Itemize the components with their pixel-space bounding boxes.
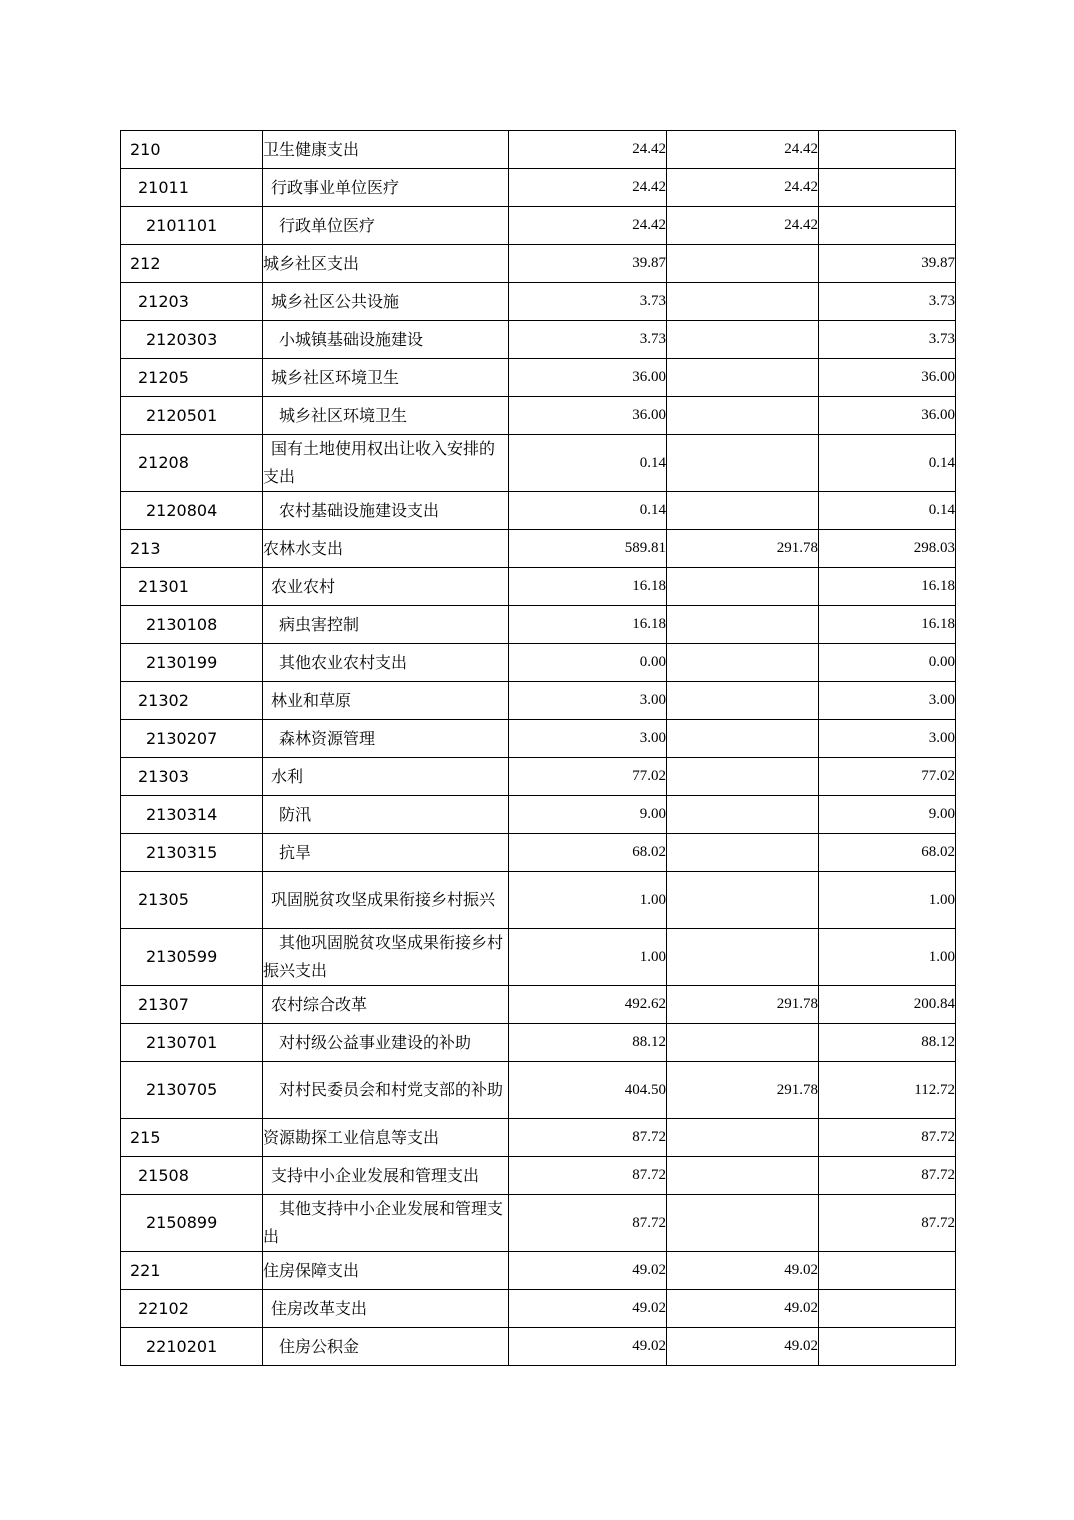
total-amount-cell: 36.00 [509, 359, 667, 397]
subject-name-cell: 对村级公益事业建设的补助 [263, 1024, 509, 1062]
subject-name-cell: 抗旱 [263, 834, 509, 872]
subject-code-cell: 213 [121, 530, 263, 568]
subject-code-cell: 21208 [121, 435, 263, 492]
subject-code-cell: 2130314 [121, 796, 263, 834]
basic-expenditure-cell [667, 1119, 819, 1157]
table-row [121, 720, 956, 758]
subject-code-cell: 21305 [121, 872, 263, 929]
subject-code-cell: 21011 [121, 169, 263, 207]
total-amount-cell: 16.18 [509, 606, 667, 644]
expenditure-table [120, 130, 956, 1366]
table-row [121, 606, 956, 644]
total-amount-cell: 88.12 [509, 1024, 667, 1062]
table-row [121, 929, 956, 986]
total-amount-cell: 0.00 [509, 644, 667, 682]
project-expenditure-cell: 68.02 [819, 834, 956, 872]
table-row [121, 245, 956, 283]
subject-code-cell: 21508 [121, 1157, 263, 1195]
total-amount-cell: 87.72 [509, 1195, 667, 1252]
basic-expenditure-cell [667, 321, 819, 359]
subject-name-cell: 小城镇基础设施建设 [263, 321, 509, 359]
subject-code-cell: 221 [121, 1252, 263, 1290]
basic-expenditure-cell: 291.78 [667, 1062, 819, 1119]
subject-name-cell: 资源勘探工业信息等支出 [263, 1119, 509, 1157]
total-amount-cell: 36.00 [509, 397, 667, 435]
basic-expenditure-cell [667, 720, 819, 758]
table-row [121, 359, 956, 397]
table-row [121, 530, 956, 568]
table-row [121, 986, 956, 1024]
project-expenditure-cell [819, 1252, 956, 1290]
subject-code-cell: 21203 [121, 283, 263, 321]
total-amount-cell: 39.87 [509, 245, 667, 283]
subject-name-cell: 农业农村 [263, 568, 509, 606]
total-amount-cell: 589.81 [509, 530, 667, 568]
subject-name-cell: 住房保障支出 [263, 1252, 509, 1290]
subject-code-cell: 210 [121, 131, 263, 169]
project-expenditure-cell: 9.00 [819, 796, 956, 834]
subject-name-cell: 城乡社区环境卫生 [263, 397, 509, 435]
basic-expenditure-cell: 24.42 [667, 131, 819, 169]
total-amount-cell: 49.02 [509, 1252, 667, 1290]
basic-expenditure-cell: 291.78 [667, 530, 819, 568]
table-row [121, 207, 956, 245]
table-row [121, 283, 956, 321]
total-amount-cell: 87.72 [509, 1119, 667, 1157]
basic-expenditure-cell [667, 1195, 819, 1252]
project-expenditure-cell: 36.00 [819, 359, 956, 397]
basic-expenditure-cell: 49.02 [667, 1290, 819, 1328]
table-row [121, 131, 956, 169]
subject-code-cell: 21302 [121, 682, 263, 720]
table-row [121, 1157, 956, 1195]
subject-name-cell: 对村民委员会和村党支部的补助 [263, 1062, 509, 1119]
project-expenditure-cell: 1.00 [819, 929, 956, 986]
subject-name-cell: 住房改革支出 [263, 1290, 509, 1328]
basic-expenditure-cell [667, 796, 819, 834]
total-amount-cell: 77.02 [509, 758, 667, 796]
subject-name-cell: 农村基础设施建设支出 [263, 492, 509, 530]
total-amount-cell: 24.42 [509, 169, 667, 207]
table-row [121, 872, 956, 929]
project-expenditure-cell: 77.02 [819, 758, 956, 796]
total-amount-cell: 3.73 [509, 321, 667, 359]
project-expenditure-cell: 0.14 [819, 435, 956, 492]
basic-expenditure-cell [667, 283, 819, 321]
project-expenditure-cell: 0.14 [819, 492, 956, 530]
total-amount-cell: 404.50 [509, 1062, 667, 1119]
project-expenditure-cell: 16.18 [819, 606, 956, 644]
table-row [121, 1119, 956, 1157]
project-expenditure-cell: 87.72 [819, 1157, 956, 1195]
subject-code-cell: 212 [121, 245, 263, 283]
basic-expenditure-cell: 49.02 [667, 1328, 819, 1366]
project-expenditure-cell: 16.18 [819, 568, 956, 606]
subject-name-cell: 支持中小企业发展和管理支出 [263, 1157, 509, 1195]
table-row [121, 1252, 956, 1290]
basic-expenditure-cell [667, 1157, 819, 1195]
basic-expenditure-cell [667, 492, 819, 530]
subject-name-cell: 林业和草原 [263, 682, 509, 720]
basic-expenditure-cell: 49.02 [667, 1252, 819, 1290]
table-row [121, 169, 956, 207]
total-amount-cell: 16.18 [509, 568, 667, 606]
subject-name-cell: 其他巩固脱贫攻坚成果衔接乡村振兴支出 [263, 929, 509, 986]
total-amount-cell: 49.02 [509, 1290, 667, 1328]
table-row [121, 492, 956, 530]
project-expenditure-cell: 87.72 [819, 1195, 956, 1252]
basic-expenditure-cell [667, 644, 819, 682]
total-amount-cell: 9.00 [509, 796, 667, 834]
basic-expenditure-cell [667, 682, 819, 720]
basic-expenditure-cell [667, 758, 819, 796]
project-expenditure-cell: 88.12 [819, 1024, 956, 1062]
project-expenditure-cell: 3.00 [819, 682, 956, 720]
project-expenditure-cell [819, 1290, 956, 1328]
subject-code-cell: 2130599 [121, 929, 263, 986]
basic-expenditure-cell [667, 435, 819, 492]
total-amount-cell: 3.73 [509, 283, 667, 321]
total-amount-cell: 0.14 [509, 435, 667, 492]
project-expenditure-cell: 87.72 [819, 1119, 956, 1157]
subject-name-cell: 行政事业单位医疗 [263, 169, 509, 207]
project-expenditure-cell [819, 207, 956, 245]
total-amount-cell: 3.00 [509, 682, 667, 720]
project-expenditure-cell [819, 1328, 956, 1366]
basic-expenditure-cell [667, 568, 819, 606]
subject-name-cell: 森林资源管理 [263, 720, 509, 758]
table-row [121, 435, 956, 492]
basic-expenditure-cell [667, 245, 819, 283]
subject-name-cell: 卫生健康支出 [263, 131, 509, 169]
subject-code-cell: 2130315 [121, 834, 263, 872]
subject-code-cell: 2130705 [121, 1062, 263, 1119]
subject-name-cell: 其他农业农村支出 [263, 644, 509, 682]
table-row [121, 568, 956, 606]
subject-code-cell: 2120501 [121, 397, 263, 435]
project-expenditure-cell: 36.00 [819, 397, 956, 435]
subject-code-cell: 2130108 [121, 606, 263, 644]
project-expenditure-cell: 3.00 [819, 720, 956, 758]
total-amount-cell: 1.00 [509, 872, 667, 929]
table-row [121, 682, 956, 720]
basic-expenditure-cell: 24.42 [667, 207, 819, 245]
table-row [121, 644, 956, 682]
project-expenditure-cell: 3.73 [819, 321, 956, 359]
subject-name-cell: 水利 [263, 758, 509, 796]
subject-name-cell: 防汛 [263, 796, 509, 834]
subject-name-cell: 住房公积金 [263, 1328, 509, 1366]
project-expenditure-cell: 0.00 [819, 644, 956, 682]
subject-name-cell: 城乡社区环境卫生 [263, 359, 509, 397]
subject-name-cell: 国有土地使用权出让收入安排的支出 [263, 435, 509, 492]
subject-code-cell: 2120804 [121, 492, 263, 530]
basic-expenditure-cell [667, 606, 819, 644]
subject-code-cell: 2120303 [121, 321, 263, 359]
subject-code-cell: 21301 [121, 568, 263, 606]
subject-name-cell: 城乡社区支出 [263, 245, 509, 283]
subject-code-cell: 2130207 [121, 720, 263, 758]
subject-code-cell: 21303 [121, 758, 263, 796]
total-amount-cell: 492.62 [509, 986, 667, 1024]
subject-name-cell: 其他支持中小企业发展和管理支出 [263, 1195, 509, 1252]
basic-expenditure-cell [667, 872, 819, 929]
basic-expenditure-cell: 291.78 [667, 986, 819, 1024]
total-amount-cell: 24.42 [509, 131, 667, 169]
project-expenditure-cell: 112.72 [819, 1062, 956, 1119]
total-amount-cell: 1.00 [509, 929, 667, 986]
total-amount-cell: 0.14 [509, 492, 667, 530]
project-expenditure-cell [819, 131, 956, 169]
subject-name-cell: 城乡社区公共设施 [263, 283, 509, 321]
basic-expenditure-cell [667, 834, 819, 872]
basic-expenditure-cell [667, 397, 819, 435]
table-row [121, 834, 956, 872]
subject-code-cell: 2130199 [121, 644, 263, 682]
table-row [121, 796, 956, 834]
total-amount-cell: 49.02 [509, 1328, 667, 1366]
table-row [121, 1290, 956, 1328]
table-row [121, 1328, 956, 1366]
subject-name-cell: 巩固脱贫攻坚成果衔接乡村振兴 [263, 872, 509, 929]
subject-name-cell: 农村综合改革 [263, 986, 509, 1024]
total-amount-cell: 87.72 [509, 1157, 667, 1195]
total-amount-cell: 3.00 [509, 720, 667, 758]
subject-code-cell: 22102 [121, 1290, 263, 1328]
project-expenditure-cell [819, 169, 956, 207]
subject-code-cell: 2210201 [121, 1328, 263, 1366]
table-row [121, 758, 956, 796]
subject-code-cell: 2130701 [121, 1024, 263, 1062]
project-expenditure-cell: 1.00 [819, 872, 956, 929]
subject-code-cell: 21307 [121, 986, 263, 1024]
project-expenditure-cell: 39.87 [819, 245, 956, 283]
subject-name-cell: 行政单位医疗 [263, 207, 509, 245]
subject-code-cell: 21205 [121, 359, 263, 397]
table-row [121, 1062, 956, 1119]
total-amount-cell: 68.02 [509, 834, 667, 872]
subject-code-cell: 2101101 [121, 207, 263, 245]
table-row [121, 1024, 956, 1062]
basic-expenditure-cell [667, 1024, 819, 1062]
project-expenditure-cell: 3.73 [819, 283, 956, 321]
table-row [121, 321, 956, 359]
subject-code-cell: 2150899 [121, 1195, 263, 1252]
basic-expenditure-cell [667, 359, 819, 397]
table-row [121, 1195, 956, 1252]
table-row [121, 397, 956, 435]
subject-name-cell: 病虫害控制 [263, 606, 509, 644]
project-expenditure-cell: 200.84 [819, 986, 956, 1024]
subject-code-cell: 215 [121, 1119, 263, 1157]
subject-name-cell: 农林水支出 [263, 530, 509, 568]
basic-expenditure-cell [667, 929, 819, 986]
total-amount-cell: 24.42 [509, 207, 667, 245]
table-body [121, 131, 956, 1366]
basic-expenditure-cell: 24.42 [667, 169, 819, 207]
project-expenditure-cell: 298.03 [819, 530, 956, 568]
